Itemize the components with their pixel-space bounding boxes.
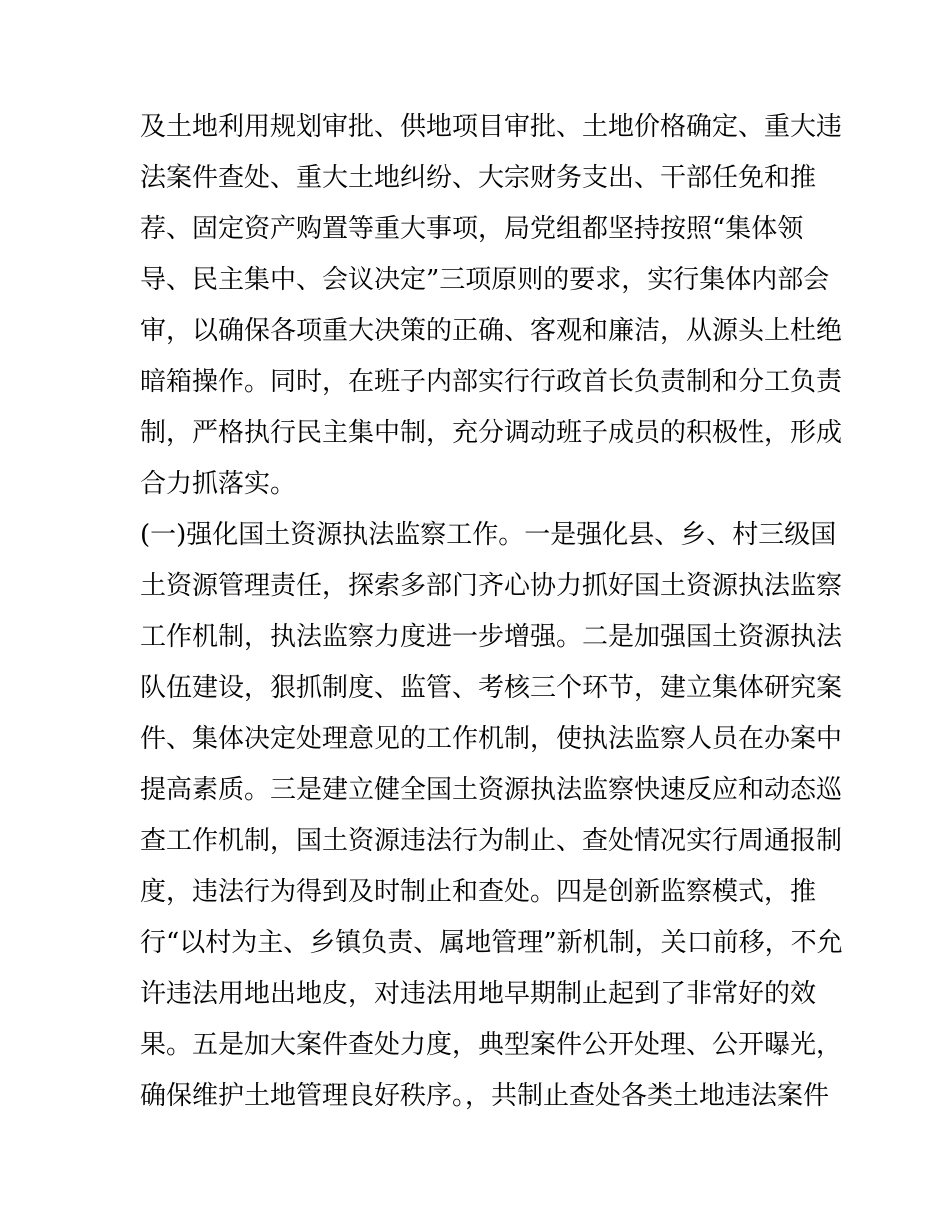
text-line: 审，以确保各项重大决策的正确、客观和廉洁，从源头上杜绝 (140, 316, 843, 346)
text-line: 导、民主集中、会议决定”三项原则的要求，实行集体内部会 (140, 265, 830, 295)
text-line: 暗箱操作。同时，在班子内部实行行政首长负责制和分工负责 (140, 367, 843, 397)
text-line: 行“以村为主、乡镇负责、属地管理”新机制，关口前移，不允 (140, 928, 843, 958)
text-line: 合力抓落实。 (140, 469, 297, 499)
text-line: 队伍建设，狠抓制度、监管、考核三个环节，建立集体研究案 (140, 673, 843, 703)
text-line: 度，违法行为得到及时制止和查处。四是创新监察模式，推 (140, 877, 817, 907)
section-heading-line: (一)强化国土资源执法监察工作。一是强化县、乡、村三级国 (140, 520, 837, 550)
body-text (140, 102, 843, 1122)
text-line: 件、集体决定处理意见的工作机制，使执法监察人员在办案中 (140, 724, 843, 754)
text-line: 及土地利用规划审批、供地项目审批、土地价格确定、重大违 (140, 112, 843, 142)
text-line: 果。五是加大案件查处力度，典型案件公开处理、公开曝光， (140, 1030, 843, 1060)
text-line: 许违法用地出地皮，对违法用地早期制止起到了非常好的效 (140, 979, 817, 1009)
text-line: 工作机制，执法监察力度进一步增强。二是加强国土资源执法 (140, 622, 843, 652)
text-line: 制，严格执行民主集中制，充分调动班子成员的积极性，形成 (140, 418, 843, 448)
text-line: 土资源管理责任，探索多部门齐心协力抓好国土资源执法监察 (140, 571, 843, 601)
text-line: 确保维护土地管理良好秩序。，共制止查处各类土地违法案件 (140, 1081, 830, 1111)
text-line: 荐、固定资产购置等重大事项，局党组都坚持按照“集体领 (140, 214, 804, 244)
text-line: 法案件查处、重大土地纠纷、大宗财务支出、干部任免和推 (140, 163, 817, 193)
text-line: 查工作机制，国土资源违法行为制止、查处情况实行周通报制 (140, 826, 843, 856)
text-line: 提高素质。三是建立健全国土资源执法监察快速反应和动态巡 (140, 775, 843, 805)
